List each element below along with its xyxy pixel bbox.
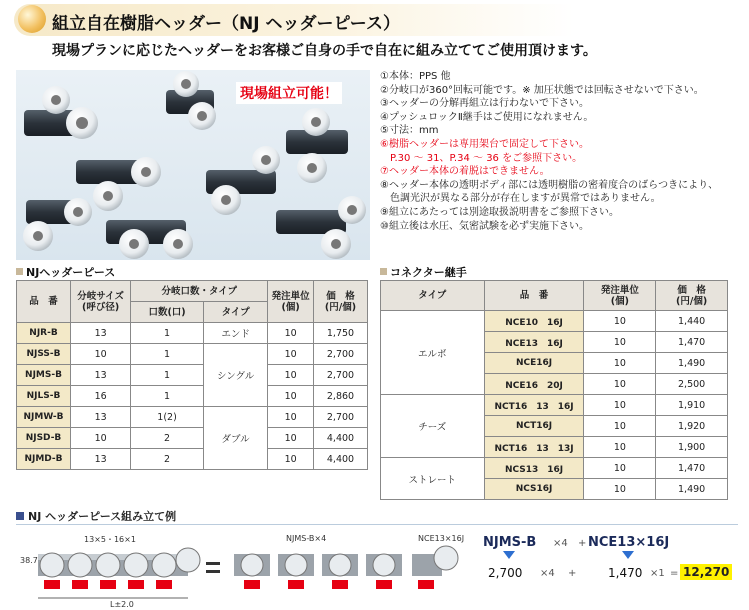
col-price: 価 格 (円/個): [313, 281, 367, 323]
price: 1,920: [656, 416, 728, 437]
nj-section-heading: [16, 264, 115, 280]
branch-type: エンド: [203, 323, 267, 344]
order-unit: 10: [584, 332, 656, 353]
branch-size: 10: [71, 344, 131, 365]
connector-type: エルボ: [381, 311, 485, 395]
product-code: NJMD-B: [17, 449, 71, 470]
price: 4,400: [313, 428, 367, 449]
price: 2,700: [313, 407, 367, 428]
branch-count: 2: [131, 449, 204, 470]
calc-plus2: +: [568, 568, 577, 579]
price: 1,910: [656, 395, 728, 416]
connector-table: [380, 280, 728, 500]
calc-plus: +: [578, 538, 587, 549]
branch-size: 13: [71, 323, 131, 344]
arrow-down-icon: [622, 551, 634, 559]
note-item: 色調光沢が異なる部分が存在しますが異常ではありません。: [380, 193, 661, 205]
assembly-diagram: [16, 540, 466, 606]
product-code: NJSD-B: [17, 428, 71, 449]
photo-caption: 現場組立可能！: [236, 82, 342, 104]
branch-count: 2: [131, 428, 204, 449]
assembly-right-label: NCE13×16J: [418, 534, 465, 543]
section-marker-icon: [16, 512, 24, 520]
calc-item2: NCE13×16J: [588, 535, 670, 550]
col-price: 価 格 (円/個): [656, 281, 728, 311]
col-code: 品 番: [17, 281, 71, 323]
order-unit: 10: [584, 416, 656, 437]
branch-count: 1(2): [131, 407, 204, 428]
price: 1,470: [656, 332, 728, 353]
branch-size: 16: [71, 386, 131, 407]
branch-count: 1: [131, 323, 204, 344]
assembly-mid-label: NJMS-B×4: [286, 534, 327, 543]
nce-elbow: [412, 546, 458, 589]
price: 1,900: [656, 437, 728, 458]
table-row: [17, 323, 368, 344]
price: 1,490: [656, 353, 728, 374]
product-code: NCS13 16J: [484, 458, 584, 479]
connector-section-title: コネクター継手: [390, 266, 467, 279]
note-item: ⑦ヘッダー本体の着脱はできません。: [380, 166, 550, 178]
branch-count: 1: [131, 386, 204, 407]
order-unit: 10: [584, 479, 656, 500]
length-label: L±2.0: [110, 600, 134, 609]
product-code: NCE16 20J: [484, 374, 584, 395]
note-item: P.30 ～ 31、P.34 ～ 36 をご参照下さい。: [380, 152, 583, 164]
price: 4,400: [313, 449, 367, 470]
table-row: [381, 395, 728, 416]
calc-val2: 1,470: [608, 566, 643, 580]
connector-type: チーズ: [381, 395, 485, 458]
product-code: NJMS-B: [17, 365, 71, 386]
product-code: NJSS-B: [17, 344, 71, 365]
nj-header-piece-table: [16, 280, 368, 470]
branch-size: 13: [71, 407, 131, 428]
section-marker-icon: [16, 268, 23, 275]
height-label: 38.7: [20, 556, 38, 565]
product-code: NJR-B: [17, 323, 71, 344]
price: 1,490: [656, 479, 728, 500]
arrow-down-icon: [503, 551, 515, 559]
product-code: NCT16J: [484, 416, 584, 437]
note-item: ④プッシュロックⅡ継手はご使用になれません。: [380, 111, 594, 123]
table-row: [17, 428, 368, 449]
assembled-header: [38, 548, 200, 598]
calc-mult1b: ×4: [540, 568, 555, 579]
order-unit: 10: [268, 428, 314, 449]
col-unit: 発注単位 (個): [268, 281, 314, 323]
notes-list: [380, 70, 745, 233]
order-unit: 10: [268, 323, 314, 344]
table-row: [17, 386, 368, 407]
connector-section-heading: [380, 264, 467, 280]
note-item: ③ヘッダーの分解再組立は行わないで下さい。: [380, 98, 589, 110]
col-code: 品 番: [484, 281, 584, 311]
order-unit: 10: [268, 407, 314, 428]
calc-val1: 2,700: [488, 566, 523, 580]
assembly-left-label: 13×5・16×1: [84, 535, 136, 544]
order-unit: 10: [268, 344, 314, 365]
assembly-heading: [16, 508, 176, 524]
order-unit: 10: [584, 395, 656, 416]
price: 2,700: [313, 344, 367, 365]
order-unit: 10: [584, 353, 656, 374]
order-unit: 10: [584, 437, 656, 458]
calc-total: 12,270: [680, 564, 732, 580]
price: 2,500: [656, 374, 728, 395]
product-code: NCS16J: [484, 479, 584, 500]
note-item: ⑧ヘッダー本体の透明ボディ部には透明樹脂の密着度合のばらつきにより、: [380, 179, 719, 191]
col-unit: 発注単位 (個): [584, 281, 656, 311]
calc-eq: =: [670, 568, 679, 579]
note-item: ⑤寸法：mm: [380, 125, 439, 137]
assembly-title: NJ ヘッダーピース組み立て例: [28, 510, 177, 523]
nj-section-title: NJヘッダーピース: [26, 266, 116, 279]
note-item: ②分岐口が360°回転可能です。※ 加圧状態では回転させないで下さい。: [380, 84, 704, 96]
price: 2,700: [313, 365, 367, 386]
branch-type: ダブル: [203, 407, 267, 470]
page-title: 組立自在樹脂ヘッダー（NJ ヘッダーピース）: [52, 14, 400, 34]
section-marker-icon: [380, 268, 387, 275]
product-code: NCE16J: [484, 353, 584, 374]
branch-size: 13: [71, 365, 131, 386]
price: 1,440: [656, 311, 728, 332]
price: 1,470: [656, 458, 728, 479]
product-code: NCE10 16J: [484, 311, 584, 332]
branch-size: 13: [71, 449, 131, 470]
calc-mult2: ×1: [650, 568, 665, 579]
col-branch-group: 分岐口数・タイプ: [131, 281, 268, 302]
col-count: 口数(口): [131, 302, 204, 323]
branch-count: 1: [131, 344, 204, 365]
col-type: タイプ: [203, 302, 267, 323]
note-item: ①本体：PPS 他: [380, 71, 451, 82]
branch-count: 1: [131, 365, 204, 386]
note-item: ⑨組立にあたっては別途取扱説明書をご参照下さい。: [380, 206, 619, 218]
order-unit: 10: [268, 449, 314, 470]
price: 2,860: [313, 386, 367, 407]
calc-mult1: ×4: [553, 538, 568, 549]
table-row: [17, 344, 368, 365]
table-row: [17, 365, 368, 386]
col-type: タイプ: [381, 281, 485, 311]
table-row: [381, 458, 728, 479]
order-unit: 10: [584, 311, 656, 332]
note-item: ⑥樹脂ヘッダーは専用架台で固定して下さい。: [380, 138, 589, 150]
title-bullet-icon: [18, 5, 46, 33]
product-code: NCT16 13 16J: [484, 395, 584, 416]
table-row: [17, 407, 368, 428]
order-unit: 10: [584, 374, 656, 395]
njms-pieces: [234, 554, 402, 589]
product-code: NJLS-B: [17, 386, 71, 407]
price: 1,750: [313, 323, 367, 344]
order-unit: 10: [268, 386, 314, 407]
note-item: ⑩組立後は水圧、気密試験を必ず実施下さい。: [380, 220, 589, 232]
connector-type: ストレート: [381, 458, 485, 500]
order-unit: 10: [268, 365, 314, 386]
branch-size: 10: [71, 428, 131, 449]
order-unit: 10: [584, 458, 656, 479]
calc-item1: NJMS-B: [483, 535, 537, 550]
branch-type: シングル: [203, 344, 267, 407]
product-photo: [16, 70, 370, 260]
product-code: NCT16 13 13J: [484, 437, 584, 458]
table-row: [381, 311, 728, 332]
product-code: NCE13 16J: [484, 332, 584, 353]
col-size: 分岐サイズ (呼び径): [71, 281, 131, 323]
page-subtitle: 現場プランに応じたヘッダーをお客様ご自身の手で自在に組み立ててご使用頂けます。: [52, 43, 597, 59]
product-code: NJMW-B: [17, 407, 71, 428]
table-row: [17, 449, 368, 470]
divider: [16, 524, 738, 525]
